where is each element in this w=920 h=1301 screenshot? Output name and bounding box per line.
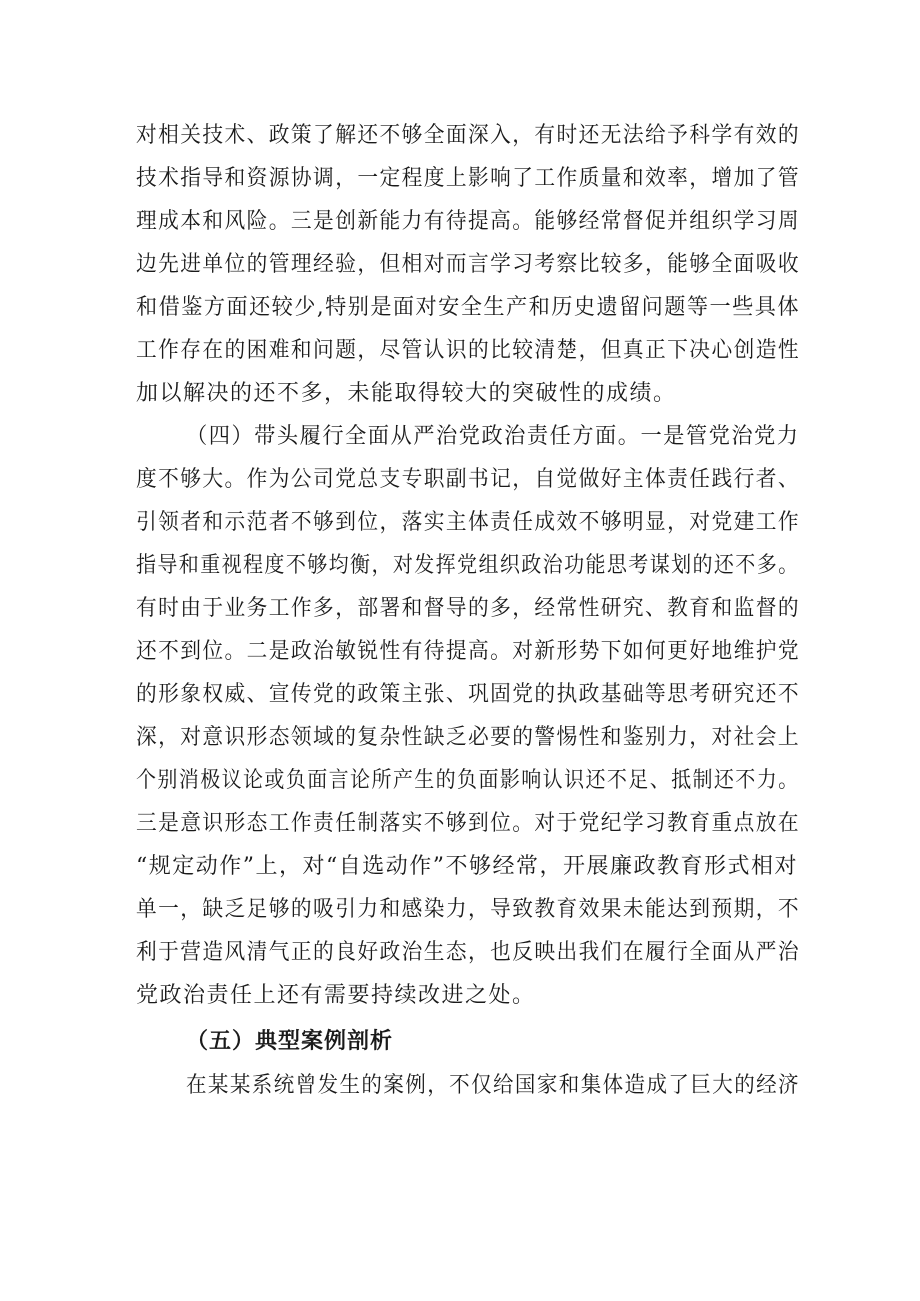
section-five-heading: （五）典型案例剖析 [186,1029,394,1054]
body-line: 三是意识形态工作责任制落实不够到位。对于党纪学习教育重点放在 [136,811,800,836]
body-line: 加以解决的还不多，未能取得较大的突破性的成绩。 [136,381,677,406]
body-line: 边先进单位的管理经验，但相对而言学习考察比较多，能够全面吸收 [136,252,800,277]
body-line: 对相关技术、政策了解还不够全面深入，有时还无法给予科学有效的 [136,123,800,148]
body-line: 指导和重视程度不够均衡，对发挥党组织政治功能思考谋划的还不多。 [136,553,800,578]
body-line: 还不到位。二是政治敏锐性有待提高。对新形势下如何更好地维护党 [136,639,800,664]
body-line: 技术指导和资源协调，一定程度上影响了工作质量和效率，增加了管 [136,166,800,191]
body-line: 和借鉴方面还较少,特别是面对安全生产和历史遗留问题等一些具体 [136,295,800,320]
body-line: 理成本和风险。三是创新能力有待提高。能够经常督促并组织学习周 [136,209,800,234]
body-line: 单一，缺乏足够的吸引力和感染力，导致教育效果未能达到预期，不 [136,897,800,922]
body-line: 个别消极议论或负面言论所产生的负面影响认识还不足、抵制还不力。 [136,768,800,793]
body-line: “规定动作”上，对“自选动作”不够经常，开展廉政教育形式相对 [136,854,798,879]
body-line: 度不够大。作为公司党总支专职副书记，自觉做好主体责任践行者、 [136,467,800,492]
body-line: 有时由于业务工作多，部署和督导的多，经常性研究、教育和监督的 [136,596,800,621]
body-line: 引领者和示范者不够到位，落实主体责任成效不够明显，对党建工作 [136,510,800,535]
body-line: 的形象权威、宣传党的政策主张、巩固党的执政基础等思考研究还不 [136,682,800,707]
body-line: 党政治责任上还有需要持续改进之处。 [136,983,536,1008]
body-line: 利于营造风清气正的良好政治生态，也反映出我们在履行全面从严治 [136,940,800,965]
case-paragraph-first-line: 在某某系统曾发生的案例，不仅给国家和集体造成了巨大的经济 [186,1073,800,1098]
section-four-first-line: （四）带头履行全面从严治党政治责任方面。一是管党治党力 [186,424,800,449]
body-line: 工作存在的困难和问题，尽管认识的比较清楚，但真正下决心创造性 [136,338,800,363]
body-line: 深，对意识形态领域的复杂性缺乏必要的警惕性和鉴别力，对社会上 [136,725,800,750]
